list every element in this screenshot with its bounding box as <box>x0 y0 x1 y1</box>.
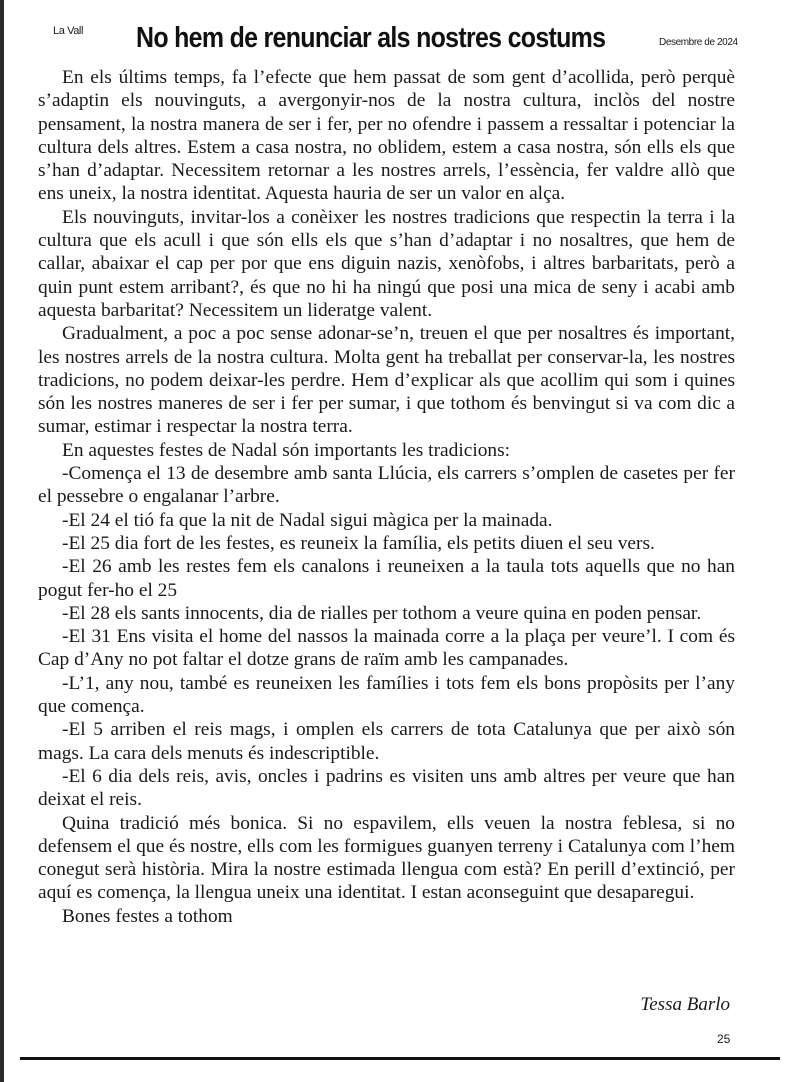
closing-line: Bones festes a tothom <box>62 905 233 927</box>
tradition-item: -El 31 Ens visita el home del nassos la mainada corre a la plaça per veure’l. I com és Cap d’Any no pot faltar el dotze grans de raïm amb les campanades. <box>38 626 735 671</box>
page-number: 25 <box>717 1032 731 1046</box>
tradition-item: -Comença el 13 de desembre amb santa Llúcia, els carrers s’omplen de casetes per fer el pessebre o engalanar l’arbre. <box>38 463 735 508</box>
author-signature: Tessa Barlo <box>640 994 730 1015</box>
paragraph: Quina tradició més bonica. Si no espavilem, ells veuen la nostra feblesa, si no defensem el que és nostre, ells com les formigues guanyen terreny i Catalunya com l’hem conegut serà història. Mira la nostre estimada llengua com està? En perill d’extinció, per aquí es comença, la llengua uneix una identitat. I estan aconseguint que desaparegui. <box>38 812 735 904</box>
page-header <box>40 20 740 70</box>
paragraph: Els nouvinguts, invitar-los a conèixer les nostres tradicions que respectin la terra i la cultura que els acull i que són ells els que s’han d’adaptar i no nosaltres, que hem de callar, abaixar el cap per por que ens diguin nazis, xenòfobs, i altres barbaritats, però a quin punt estem arribant?, és que no hi ha ningú que posi una mica de seny i acabi amb aquesta barbaritat? Necessitem un lideratge valent. <box>38 206 735 321</box>
tradition-item: -L’1, any nou, també es reuneixen les famílies i tots fem els bons propòsits per l’any que comença. <box>38 672 735 718</box>
tradition-item: -El 28 els sants innocents, dia de rialles per tothom a veure quina en poden pensar. <box>62 602 702 624</box>
issue-date: Desembre de 2024 <box>659 37 738 48</box>
paragraph: En aquestes festes de Nadal són importants les tradicions: <box>62 439 511 461</box>
article-body <box>38 66 735 928</box>
tradition-item: -El 24 el tió fa que la nit de Nadal sigui màgica per la mainada. <box>62 509 553 531</box>
article-title: No hem de renunciar als nostres costums <box>136 22 606 54</box>
tradition-item: -El 6 dia dels reis, avis, oncles i padrins es visiten uns amb altres per veure que han deixat el reis. <box>38 765 735 811</box>
footer-rule <box>20 1057 780 1060</box>
page-edge-shadow <box>0 0 4 1082</box>
paragraph: Gradualment, a poc a poc sense adonar-se’n, treuen el que per nosaltres és important, les nostres arrels de la nostra cultura. Molta gent ha treballat per conservar-la, les nostres tradicions, no podem deixar-les perdre. Hem d’explicar als que acollim qui som i quines són les nostres maneres de ser i fer per sumar, i que tothom és benvingut si va com dic a sumar, estimar i respectar la nostra terra. <box>38 323 735 438</box>
tradition-item: -El 26 amb les restes fem els canalons i reuneixen a la taula tots aquells que no han pogut fer-ho el 25 <box>38 556 735 601</box>
paragraph: En els últims temps, fa l’efecte que hem passat de som gent d’acollida, però perquè s’adaptin els nouvinguts, a avergonyir-nos de la nostra cultura, inclòs del nostre pensament, la nostra manera de ser i fer, per no ofendre i passem a ressaltar i potenciar la cultura dels altres. Estem a casa nostra, no oblidem, estem a casa nostra, són ells els que s’han d’adaptar. Necessitem retornar a les nostres arrels, l’essència, fer valdre allò que ens uneix, la nostra identitat. Aquesta hauria de ser un valor en alça. <box>38 67 735 205</box>
tradition-item: -El 5 arriben el reis mags, i omplen els carrers de tota Catalunya que per això són mags. La cara dels menuts és indescriptible. <box>38 719 735 764</box>
tradition-item: -El 25 dia fort de les festes, es reuneix la família, els petits diuen el seu vers. <box>62 532 655 554</box>
section-label: La Vall <box>53 25 84 37</box>
